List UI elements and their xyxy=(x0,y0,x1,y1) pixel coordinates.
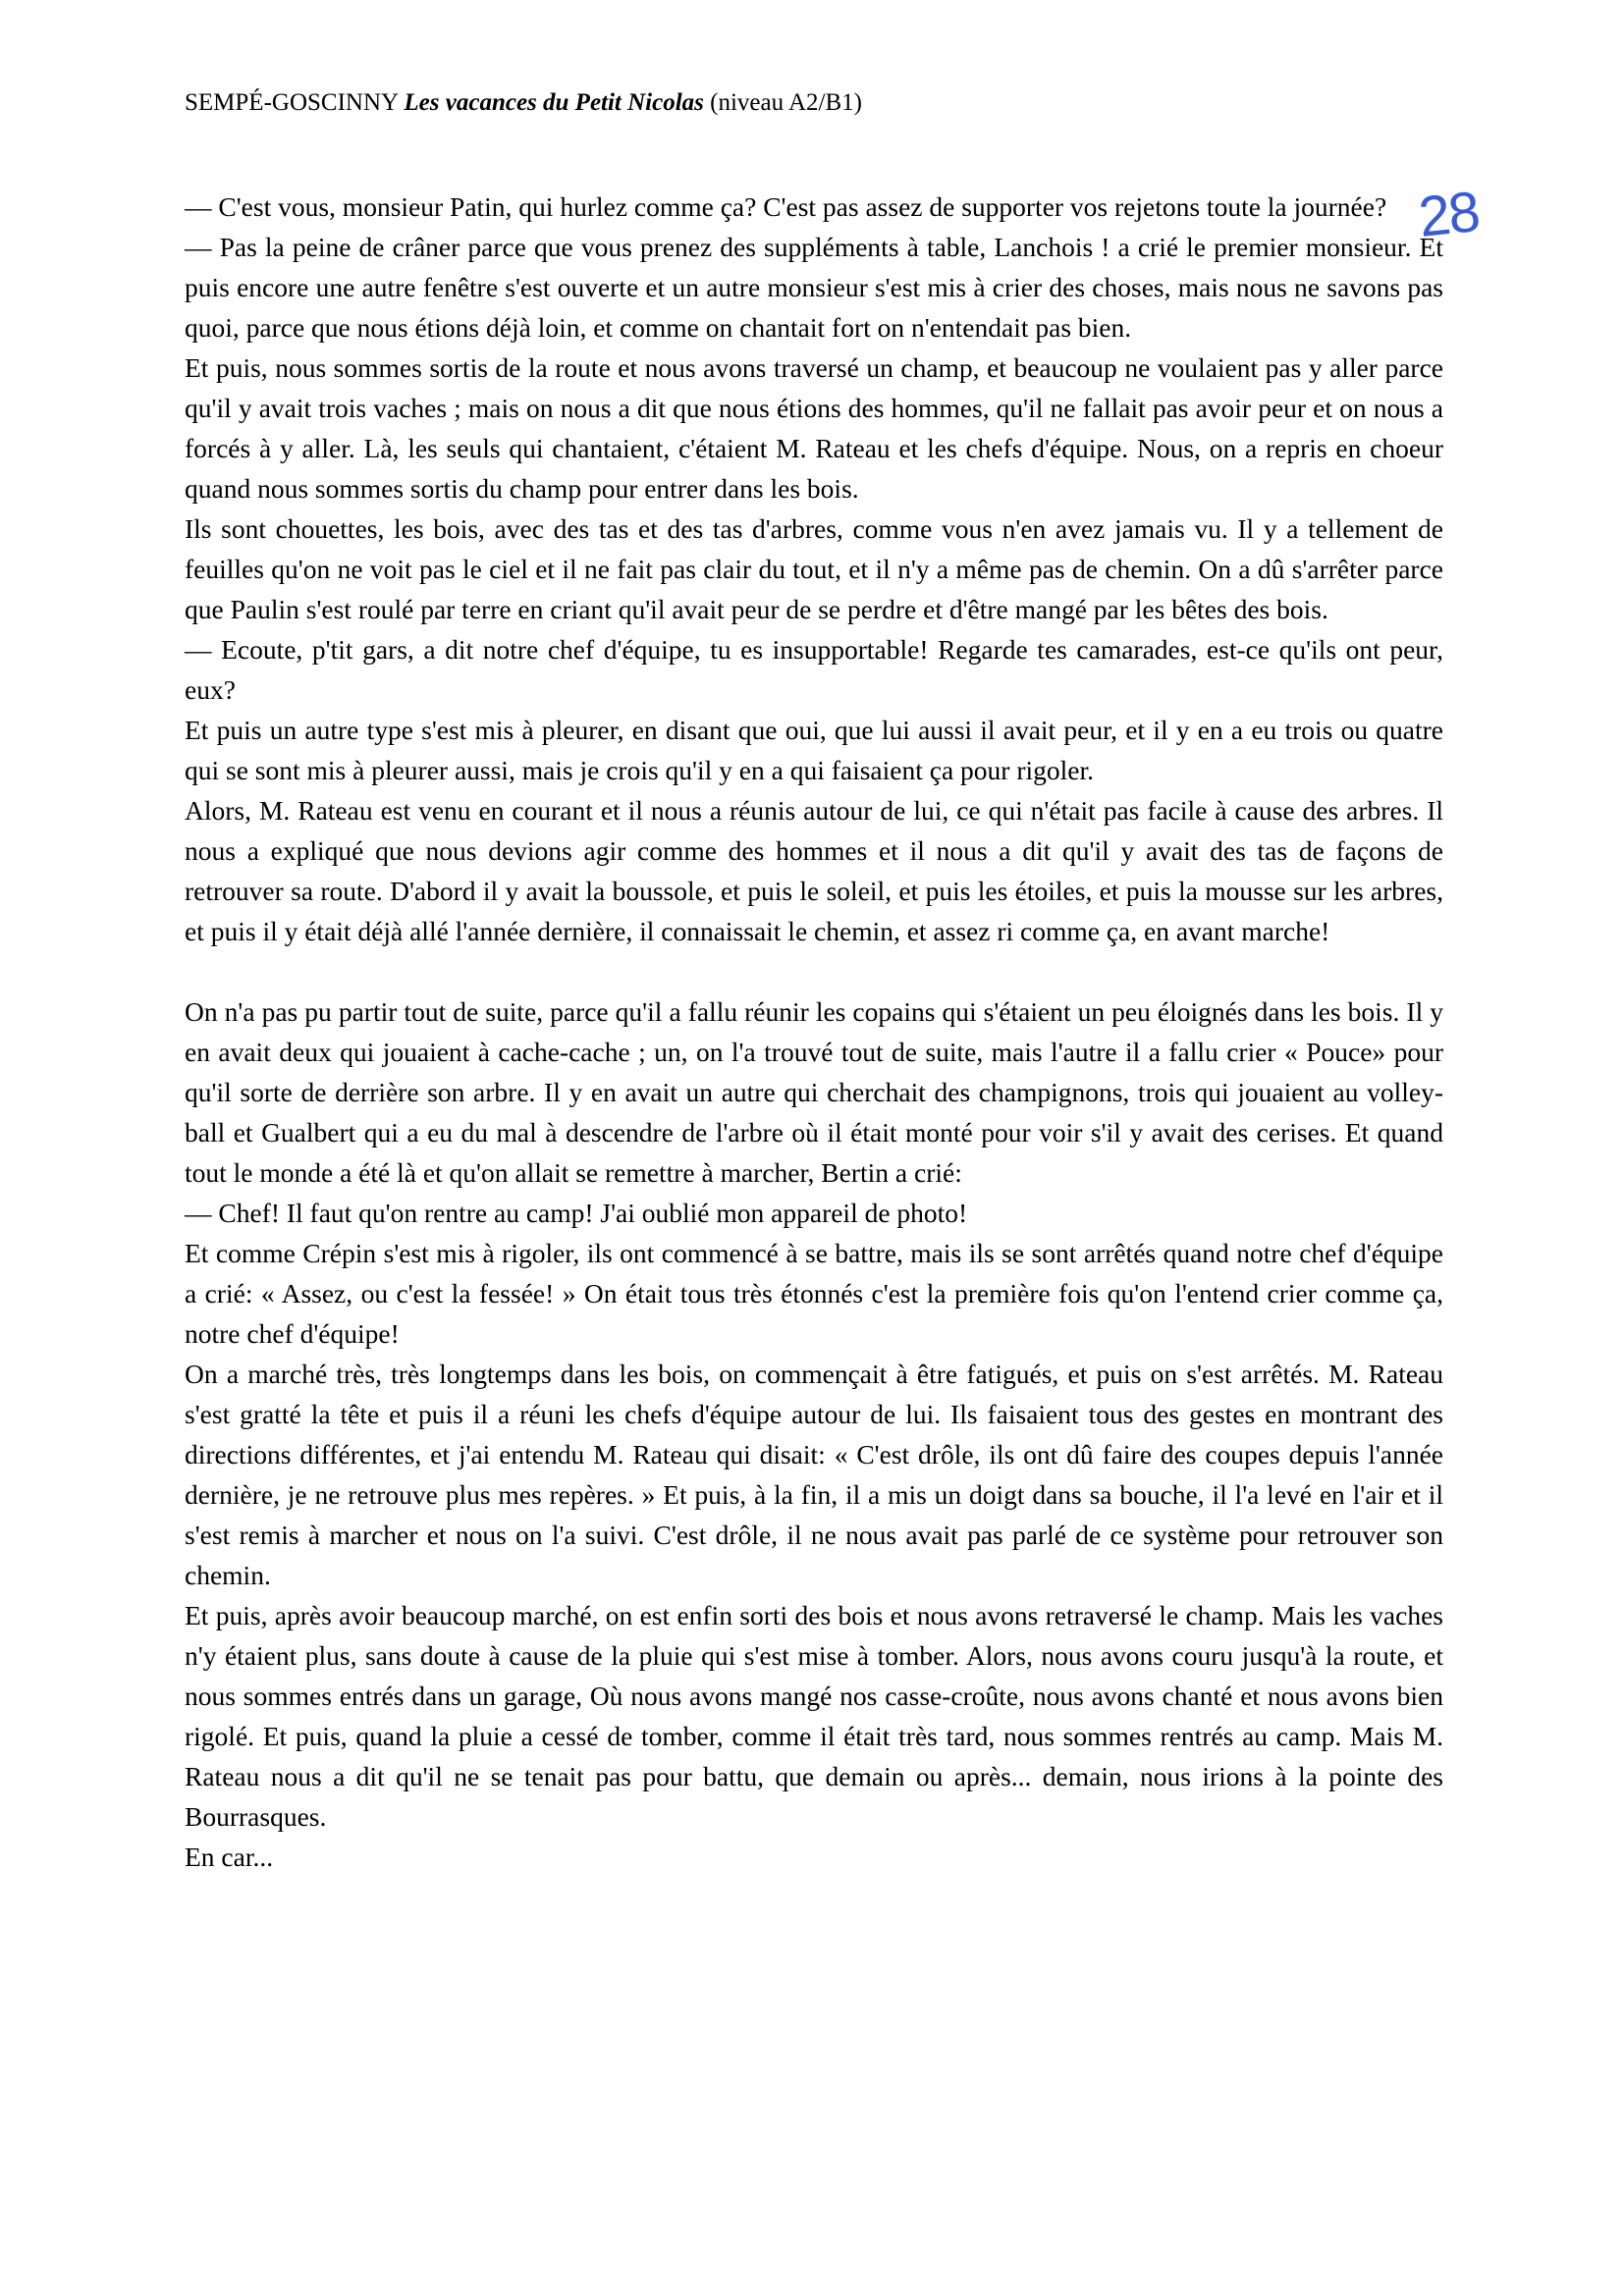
paragraph: — Ecoute, p'tit gars, a dit notre chef d'équipe, tu es insupportable! Regarde tes camarades, est-ce qu'ils ont peur, eux? xyxy=(185,634,1443,705)
paragraph: — Pas la peine de crâner parce que vous prenez des suppléments à table, Lanchois ! a crié le premier monsieur. Et puis encore une autre fenêtre s'est ouverte et un autre monsieur s'est mis à crier des choses, mais nous ne savons pas quoi, parce que nous étions déjà loin, et comme on chantait fort on n'entendait pas bien. xyxy=(185,232,1443,343)
page-header xyxy=(185,88,1441,118)
body-text xyxy=(185,187,1443,1877)
paragraph: On n'a pas pu partir tout de suite, parce qu'il a fallu réunir les copains qui s'étaient un peu éloignés dans les bois. Il y en avait deux qui jouaient à cache-cache ; un, on l'a trouvé tout de suite, mais l'autre il a fallu crier « Pouce» pour qu'il sorte de derrière son arbre. Il y en avait un autre qui cherchait des champignons, trois qui jouaient au volley-ball et Gualbert qui a eu du mal à descendre de l'arbre où il était monté pour voir s'il y avait des cerises. Et quand tout le monde a été là et qu'on allait se remettre à marcher, Bertin a crié: xyxy=(185,996,1443,1188)
paragraph-spacer xyxy=(185,951,1443,991)
paragraph: Ils sont chouettes, les bois, avec des tas et des tas d'arbres, comme vous n'en avez jamais vu. Il y a tellement de feuilles qu'on ne voit pas le ciel et il ne fait pas clair du tout, et il n'y a même pas de chemin. On a dû s'arrêter parce que Paulin s'est roulé par terre en criant qu'il avait peur de se perdre et d'être mangé par les bêtes des bois. xyxy=(185,513,1443,624)
header-author: SEMPÉ-GOSCINNY xyxy=(185,89,405,116)
paragraph: — Chef! Il faut qu'on rentre au camp! J'ai oublié mon appareil de photo! xyxy=(185,1198,968,1228)
paragraph: — C'est vous, monsieur Patin, qui hurlez comme ça? C'est pas assez de supporter vos rejetons toute la journée? xyxy=(185,191,1387,222)
paragraph: On a marché très, très longtemps dans les bois, on commençait à être fatigués, et puis on s'est arrêtés. M. Rateau s'est gratté la tête et puis il a réuni les chefs d'équipe autour de lui. Ils faisaient tous des gestes en montrant des directions différentes, et j'ai entendu M. Rateau qui disait: « C'est drôle, ils ont dû faire des coupes depuis l'année dernière, je ne retrouve plus mes repères. » Et puis, à la fin, il a mis un doigt dans sa bouche, il l'a levé en l'air et il s'est remis à marcher et nous on l'a suivi. C'est drôle, il ne nous avait pas parlé de ce système pour retrouver son chemin. xyxy=(185,1359,1443,1590)
paragraph: Alors, M. Rateau est venu en courant et il nous a réunis autour de lui, ce qui n'était pas facile à cause des arbres. Il nous a expliqué que nous devions agir comme des hommes et il nous a dit qu'il y avait des tas de façons de retrouver sa route. D'abord il y avait la boussole, et puis le soleil, et puis les étoiles, et puis la mousse sur les arbres, et puis il y était déjà allé l'année dernière, il connaissait le chemin, et assez ri comme ça, en avant marche! xyxy=(185,795,1443,946)
paragraph: Et comme Crépin s'est mis à rigoler, ils ont commencé à se battre, mais ils se sont arrêtés quand notre chef d'équipe a crié: « Assez, ou c'est la fessée! » On était tous très étonnés c'est la première fois qu'on l'entend crier comme ça, notre chef d'équipe! xyxy=(185,1238,1443,1349)
paragraph: Et puis, après avoir beaucoup marché, on est enfin sorti des bois et nous avons retraversé le champ. Mais les vaches n'y étaient plus, sans doute à cause de la pluie qui s'est mise à tomber. Alors, nous avons couru jusqu'à la route, et nous sommes entrés dans un garage, Où nous avons mangé nos casse-croûte, nous avons chanté et nous avons bien rigolé. Et puis, quand la pluie a cessé de tomber, comme il était très tard, nous sommes rentrés au camp. Mais M. Rateau nous a dit qu'il ne se tenait pas pour battu, que demain ou après... demain, nous irions à la pointe des Bourrasques. xyxy=(185,1600,1443,1832)
header-title: Les vacances du Petit Nicolas xyxy=(404,89,704,116)
paragraph: Et puis un autre type s'est mis à pleurer, en disant que oui, que lui aussi il avait peur, et il y en a eu trois ou quatre qui se sont mis à pleurer aussi, mais je crois qu'il y en a qui faisaient ça pour rigoler. xyxy=(185,715,1443,785)
page-number-handwritten: 28 xyxy=(1416,180,1483,249)
paragraph: Et puis, nous sommes sortis de la route et nous avons traversé un champ, et beaucoup ne voulaient pas y aller parce qu'il y avait trois vaches ; mais on nous a dit que nous étions des hommes, qu'il ne fallait pas avoir peur et on nous a forcés à y aller. Là, les seuls qui chantaient, c'étaient M. Rateau et les chefs d'équipe. Nous, on a repris en choeur quand nous sommes sortis du champ pour entrer dans les bois. xyxy=(185,352,1443,504)
header-level: (niveau A2/B1) xyxy=(703,89,862,116)
paragraph: En car... xyxy=(185,1842,274,1872)
